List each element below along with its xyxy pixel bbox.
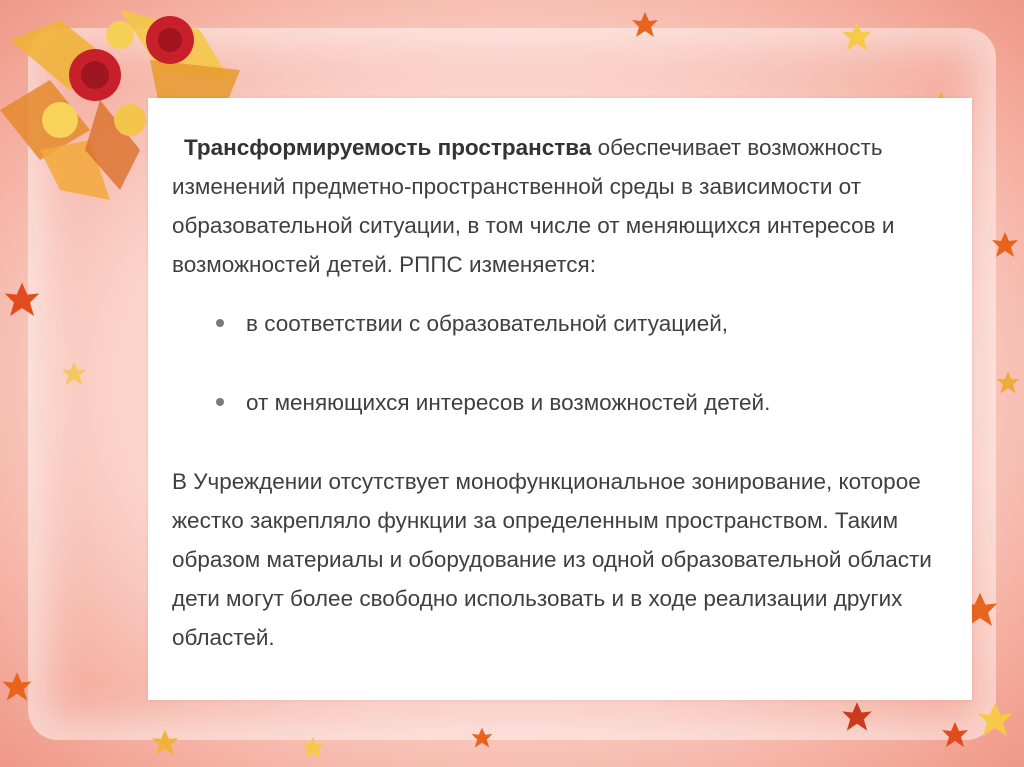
maple-leaf-decoration [995,370,1021,396]
list-item [172,304,962,343]
maple-leaf-decoration [975,700,1015,740]
bullet-list [172,304,962,422]
maple-leaf-decoration [630,10,660,40]
intro-bold-term: Трансформируемость пространства [184,135,592,160]
maple-leaf-decoration [470,726,494,750]
intro-rest-text: обеспечивает возможность изменений предметно-пространственной среды в зависимости от образовательной ситуации, в том числе от меняющихся интересов и возможностей детей. РППС изменяется: [172,135,895,277]
maple-leaf-decoration [150,728,180,758]
content-text [172,128,962,657]
maple-leaf-decoration [2,280,42,320]
bullet-dot-icon [216,319,224,327]
maple-leaf-decoration [990,230,1020,260]
bullet-text: в соответствии с образовательной ситуацией, [246,311,729,336]
maple-leaf-decoration [840,700,874,734]
bullet-dot-icon [216,398,224,406]
maple-leaf-decoration [300,735,326,761]
maple-leaf-decoration [60,360,88,388]
maple-leaf-decoration [840,20,874,54]
maple-leaf-decoration [0,670,34,704]
body-paragraph: В Учреждении отсутствует монофункциональное зонирование, которое жестко закрепляло функции за определенным пространством. Таким образом материалы и оборудование из одной образовательной области дети могут более свободно использовать и в ходе реализации других областей. [172,469,932,650]
content-panel [148,98,972,700]
list-item [172,383,962,422]
maple-leaf-decoration [940,720,970,750]
intro-paragraph [172,128,962,284]
bullet-text: от меняющихся интересов и возможностей детей. [246,390,771,415]
